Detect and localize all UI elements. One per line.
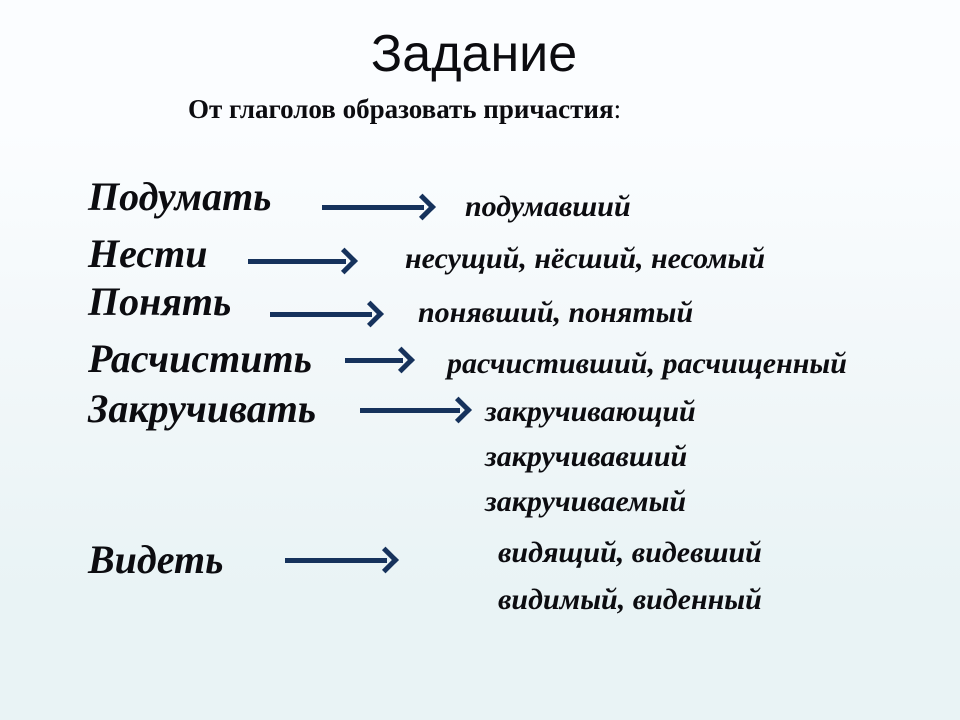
verb-raschistit: Расчистить: [88, 336, 312, 381]
participles-podumat: подумавший: [465, 190, 631, 223]
arrow-head: [372, 547, 399, 574]
participle-line: видимый, виденный: [498, 583, 762, 616]
participle-line: закручивавший: [485, 440, 688, 473]
participles-nesti: несущий, нёсший, несомый: [405, 242, 766, 275]
arrow-right-icon: [360, 397, 470, 423]
arrow-head: [388, 347, 415, 374]
participles-videt: [498, 529, 762, 623]
arrow-head: [445, 397, 472, 424]
verb-zakruchivat: Закручивать: [88, 386, 317, 431]
subtitle-colon: :: [613, 94, 622, 124]
arrow-head: [409, 194, 436, 221]
slide-title: Задание: [370, 25, 578, 83]
arrow-head: [331, 248, 358, 275]
participles-raschistit: расчистивший, расчищенный: [447, 347, 847, 380]
verb-videt: Видеть: [88, 537, 224, 582]
arrow-right-icon: [345, 347, 413, 373]
slide-subtitle: [188, 94, 621, 125]
verb-podumat: Подумать: [88, 174, 272, 219]
participle-line: видящий, видевший: [498, 536, 762, 569]
arrow-right-icon: [285, 547, 397, 573]
arrow-right-icon: [270, 301, 382, 327]
arrow-right-icon: [322, 194, 434, 220]
arrow-head: [357, 301, 384, 328]
participles-ponyat: понявший, понятый: [418, 296, 694, 329]
participle-line: закручиваемый: [485, 485, 687, 518]
participles-zakruchivat: [485, 389, 696, 524]
subtitle-text: От глаголов образовать причастия: [188, 94, 614, 124]
verb-nesti: Нести: [88, 231, 208, 276]
verb-ponyat: Понять: [88, 279, 232, 324]
arrow-right-icon: [248, 248, 356, 274]
participle-line: закручивающий: [485, 395, 696, 428]
